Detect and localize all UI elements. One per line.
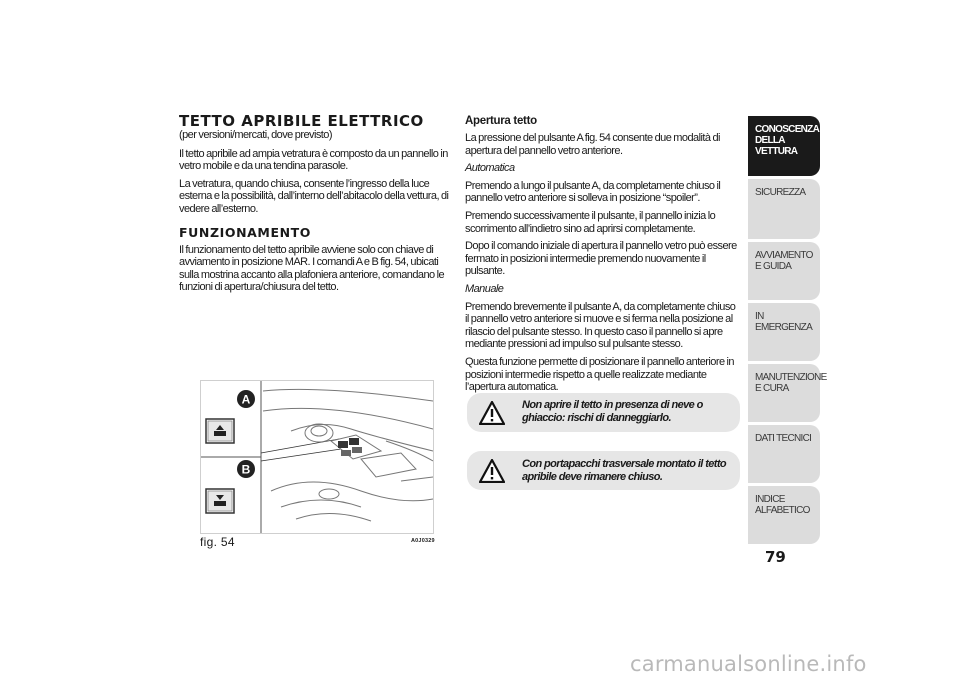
warning-box [467,451,740,490]
watermark: carmanualsonline.info [630,652,867,676]
automatic-paragraph-3: Dopo il comando iniziale di apertura il pannello vetro può essere fermato in posizioni intermedie premendo nuovamente il pulsante. [465,240,737,278]
automatic-label: Automatica [465,162,515,175]
opening-heading: Apertura tetto [465,115,537,127]
left-column [179,113,449,299]
opening-paragraph: La pressione del pulsante A fig. 54 consente due modalità di apertura del pannello vetro anteriore. [465,132,720,157]
tab-dati-tecnici[interactable]: DATI TECNICI [748,425,820,483]
label-b: B [241,462,251,477]
automatic-paragraph-1: Premendo a lungo il pulsante A, da completamente chiuso il pannello vetro anteriore si solleva in posizione “spoiler”. [465,179,721,205]
figure-code: A0J0329 [411,538,435,544]
tab-emergenza[interactable]: IN EMERGENZA [748,303,820,361]
operation-paragraph: Il funzionamento del tetto apribile avviene solo con chiave di avviamento in posizione MAR. I comandi A e B fig. 54, ubicati sulla mostrina accanto alla plafoniera anteriore, comandano le funzioni di apertura/chiusura del tetto. [179,243,445,294]
title-subtitle: (per versioni/mercati, dove previsto) [179,129,332,141]
warning-triangle-icon [479,401,505,425]
button-b-icon [206,489,234,513]
label-a: A [241,392,251,407]
manual-label: Manuale [465,282,504,295]
tab-manutenzione[interactable]: MANUTENZIONE E CURA [748,364,820,422]
figure-caption: fig. 54 [200,535,235,549]
warning-text: Con portapacchi trasversale montato il tetto apribile deve rimanere chiuso. [522,458,727,483]
intro-paragraph: Il tetto apribile ad ampia vetratura è composto da un pannello in vetro mobile e da una tendina parasole. [179,147,448,173]
roof-controls-illustration [201,381,433,533]
automatic-paragraph-2: Premendo successivamente il pulsante, il pannello inizia lo scorrimento all’indietro sino ad aprirsi completamente. [465,209,716,235]
warning-text: Non aprire il tetto in presenza di neve o ghiaccio: rischi di danneggiarlo. [522,399,703,424]
page-number: 79 [765,548,786,566]
page-title: TETTO APRIBILE ELETTRICO [179,112,424,130]
tab-conoscenza[interactable]: CONOSCENZA DELLA VETTURA [748,116,820,176]
warning-box [467,393,740,432]
manual-paragraph-1: Premendo brevemente il pulsante A, da completamente chiuso il pannello vetro anteriore si muove e si ferma nella posizione al rilascio del pulsante stesso. In questo caso il pannello si apre mediante pressioni ad impulso sul pulsante stesso. [465,300,736,351]
right-column [465,115,740,399]
glazing-paragraph: La vetratura, quando chiusa, consente l’ingresso della luce esterna e la possibilità, dall’interno dell’abitacolo della vettura, di vedere all’esterno. [179,177,449,215]
section-heading: FUNZIONAMENTO [179,224,312,240]
tab-sicurezza[interactable]: SICUREZZA [748,179,820,239]
figure-54 [200,380,434,534]
button-a-icon [206,419,234,443]
warning-triangle-icon [479,459,505,483]
tab-indice[interactable]: INDICE ALFABETICO [748,486,820,544]
manual-paragraph-2: Questa funzione permette di posizionare il pannello anteriore in posizioni intermedie rispetto a quelle realizzate mediante l’apertura automatica. [465,355,734,394]
tab-avviamento[interactable]: AVVIAMENTO E GUIDA [748,242,820,300]
